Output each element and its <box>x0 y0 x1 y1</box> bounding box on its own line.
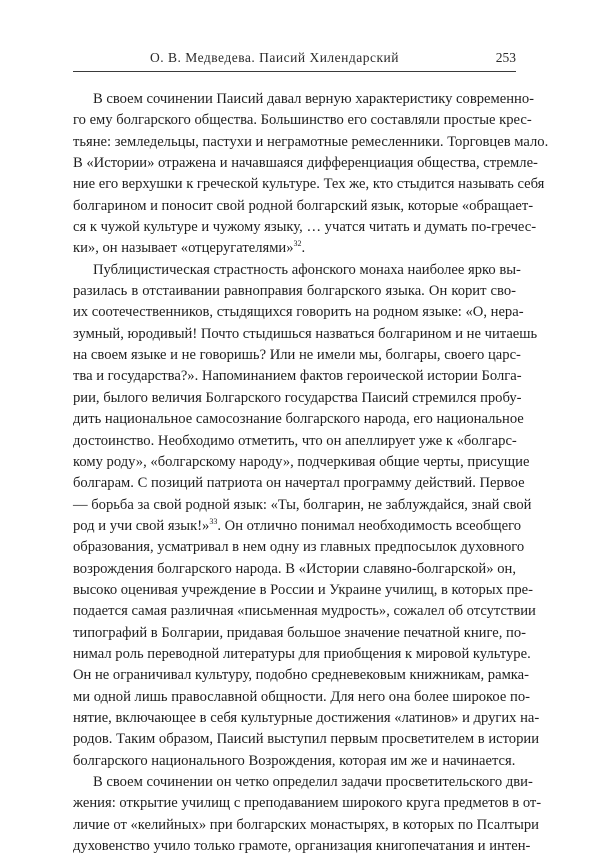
text-line: болгарам. С позиций патриота он начертал программу действий. Первое <box>73 475 525 492</box>
footnote-marker: 32 <box>293 239 302 249</box>
text-line: зумный, юродивый! Почто стыдишься назваться болгарином и не читаешь <box>73 325 538 342</box>
text-line: рии, былого величия Болгарского государства Паисий стремился пробу- <box>73 389 522 406</box>
text-line: тьяне: земледельцы, пастухи и неграмотные ремесленники. Торговцев мало. <box>73 133 549 150</box>
text-line: родов. Таким образом, Паисий выступил первым просветителем в истории <box>73 731 540 748</box>
text-line: Публицистическая страстность афонского монаха наиболее ярко вы- <box>93 261 521 278</box>
text-line: духовенство учило только грамоте, организация книгопечатания и интен- <box>73 838 531 855</box>
text-line: кому роду», «болгарскому народу», подчеркивая общие черты, присущие <box>73 453 530 470</box>
text-line: достоинство. Необходимо отметить, что он апеллирует уже к «болгарс- <box>73 432 517 449</box>
text-line: болгарином и поносит свой родной болгарский язык, которые «обращает- <box>73 197 534 214</box>
text-line: го ему болгарского общества. Большинство его составляли простые крес- <box>73 112 532 129</box>
text-run: . Он отлично понимал необходимость всеобщего <box>217 517 522 534</box>
text-run: . <box>301 240 306 257</box>
text-line: на своем языке и не говоришь? Или не имели мы, болгары, своего царс- <box>73 347 521 364</box>
text-line: нятие, включающее в себя культурные достижения «латинов» и других на- <box>73 709 540 726</box>
page-number: 253 <box>495 50 516 65</box>
text-line: В своем сочинении он четко определил задачи просветительского дви- <box>93 774 533 790</box>
running-title: О. В. Медведева. Паисий Хилендарский <box>150 50 399 65</box>
text-line: болгарского национального Возрождения, которая им же и начинается. <box>73 752 516 769</box>
text-line: Он не ограничивал культуру, подобно средневековым книжникам, рамка- <box>73 667 530 684</box>
text-line: образования, усматривал в нем одну из главных предпосылок духовного <box>73 539 525 556</box>
text-line: возрождения болгарского народа. В «Истории славяно-болгарской» он, <box>73 560 516 577</box>
text-run: род и учи свой язык!» <box>73 517 210 534</box>
paragraph-1 <box>73 89 549 260</box>
text-line: — борьба за свой родной язык: «Ты, болгарин, не заблуждайся, знай свой <box>73 496 532 513</box>
text-line <box>73 238 516 259</box>
text-line: тва и государства?». Напоминанием фактов героической истории Болга- <box>73 368 522 385</box>
text-line: нимал роль переводной литературы для приобщения к мировой культуре. <box>73 645 531 662</box>
text-line: жения: открытие училищ с преподаванием широкого круга предметов в от- <box>73 795 542 812</box>
text-line: дить национальное самосознание болгарского народа, его национальное <box>73 411 524 428</box>
text-run: ки», он называет «отцеругателями» <box>73 240 294 257</box>
text-line: В своем сочинении Паисий давал верную характеристику современно- <box>93 91 534 107</box>
text-line: ся к чужой культуре и чужому языку, … учатся читать и думать по-гречес- <box>73 219 537 236</box>
body-text <box>73 89 549 857</box>
paragraph-2 <box>73 260 540 772</box>
running-header <box>73 50 516 68</box>
header-rule <box>73 71 516 72</box>
paragraph-3 <box>73 772 542 857</box>
text-line: личие от «келийных» при болгарских монастырях, в которых по Псалтыри <box>73 816 539 833</box>
footnote-marker: 33 <box>209 516 218 526</box>
text-line <box>73 516 522 537</box>
text-line: В «Истории» отражена и начавшаяся дифференциация общества, стремле- <box>73 155 538 172</box>
text-line: их соотечественников, стыдящихся говорить на родном языке: «О, нера- <box>73 304 524 321</box>
text-line: высоко оценивая учреждение в России и Украине училищ, в которых пре- <box>73 581 533 598</box>
text-line: подается самая различная «письменная мудрость», сожалел об отсутствии <box>73 603 536 620</box>
text-line: типографий в Болгарии, придавая большое значение печатной книге, по- <box>73 624 527 641</box>
text-line: ми одной лишь православной общности. Для него она более широкое по- <box>73 688 530 705</box>
text-line: ние его верхушки к греческой культуре. Тех же, кто стыдится называть себя <box>73 176 545 193</box>
text-line: разилась в отстаивании равноправия болгарского языка. Он корит сво- <box>73 283 516 300</box>
